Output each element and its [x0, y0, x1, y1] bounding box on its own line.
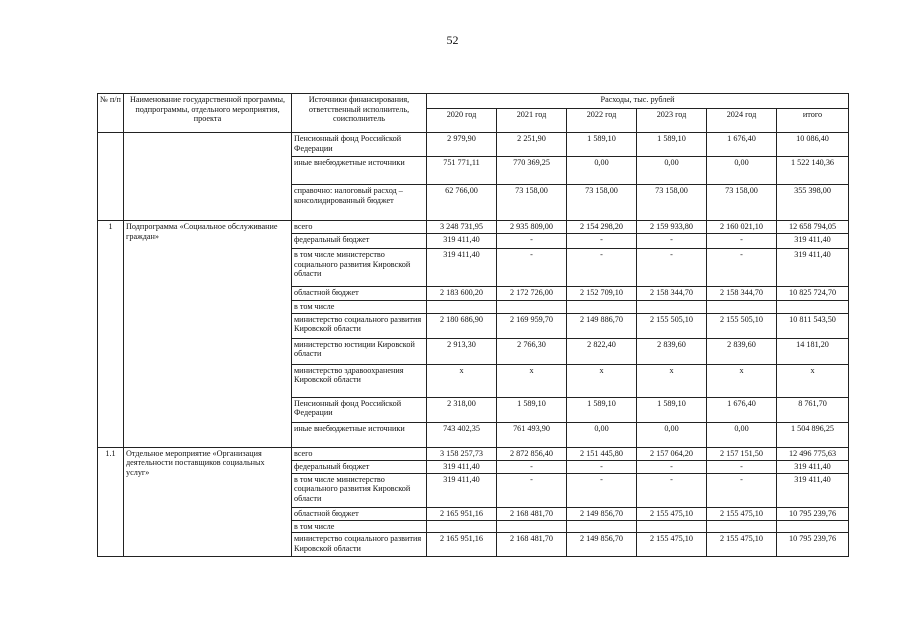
cell-value — [497, 520, 567, 533]
cell-value: 319 411,40 — [777, 460, 849, 473]
cell-value: 10 825 724,70 — [777, 287, 849, 301]
row-num — [98, 133, 124, 221]
budget-table — [97, 93, 849, 557]
cell-value: 2 168 481,70 — [497, 507, 567, 520]
cell-value: 2 149 886,70 — [567, 313, 637, 338]
cell-value: 1 589,10 — [567, 397, 637, 422]
cell-value: 10 086,40 — [777, 133, 849, 157]
header-year: 2024 год — [707, 109, 777, 133]
cell-value: 319 411,40 — [427, 234, 497, 249]
cell-value: 2 766,30 — [497, 338, 567, 364]
row-name: Отдельное мероприятие «Организация деятельности поставщиков социальных услуг» — [124, 447, 292, 557]
cell-value: 2 160 021,10 — [707, 221, 777, 234]
row-source: всего — [292, 221, 427, 234]
cell-value: 2 154 298,20 — [567, 221, 637, 234]
cell-value: 1 522 140,36 — [777, 157, 849, 185]
cell-value: 73 158,00 — [497, 185, 567, 221]
row-num: 1 — [98, 221, 124, 448]
cell-value: 2 155 475,10 — [637, 533, 707, 557]
cell-value: 0,00 — [567, 157, 637, 185]
header-total: итого — [777, 109, 849, 133]
cell-value: 2 165 951,16 — [427, 507, 497, 520]
cell-value: 10 795 239,76 — [777, 533, 849, 557]
cell-value: 1 589,10 — [637, 397, 707, 422]
cell-value: 319 411,40 — [427, 249, 497, 287]
cell-value: 319 411,40 — [777, 473, 849, 507]
cell-value — [707, 520, 777, 533]
cell-value: 73 158,00 — [567, 185, 637, 221]
cell-value: 2 157 151,50 — [707, 447, 777, 460]
cell-value: - — [637, 234, 707, 249]
cell-value: 2 172 726,00 — [497, 287, 567, 301]
row-source: в том числе министерство социального развития Кировской области — [292, 473, 427, 507]
row-source: министерство юстиции Кировской области — [292, 338, 427, 364]
header-name: Наименование государственной программы, подпрограммы, отдельного мероприятия, проекта — [124, 94, 292, 133]
header-year: 2022 год — [567, 109, 637, 133]
cell-value: 2 155 475,10 — [707, 507, 777, 520]
cell-value: - — [707, 234, 777, 249]
table-row — [98, 221, 849, 234]
cell-value: 2 251,90 — [497, 133, 567, 157]
cell-value: 3 248 731,95 — [427, 221, 497, 234]
cell-value: 355 398,00 — [777, 185, 849, 221]
row-source: министерство здравоохранения Кировской области — [292, 364, 427, 397]
cell-value: 0,00 — [637, 422, 707, 447]
header-year: 2023 год — [637, 109, 707, 133]
cell-value: 2 183 600,20 — [427, 287, 497, 301]
cell-value: 2 155 505,10 — [637, 313, 707, 338]
row-num: 1.1 — [98, 447, 124, 557]
cell-value: 2 155 475,10 — [637, 507, 707, 520]
cell-value: 751 771,11 — [427, 157, 497, 185]
cell-value — [427, 520, 497, 533]
cell-value: 10 811 543,50 — [777, 313, 849, 338]
cell-value: 0,00 — [567, 422, 637, 447]
cell-value: x — [497, 364, 567, 397]
cell-value: - — [567, 473, 637, 507]
row-source: министерство социального развития Кировской области — [292, 533, 427, 557]
cell-value: - — [497, 234, 567, 249]
cell-value: 2 155 505,10 — [707, 313, 777, 338]
cell-value: 1 676,40 — [707, 397, 777, 422]
page-number: 52 — [446, 33, 459, 47]
row-source: федеральный бюджет — [292, 234, 427, 249]
table-row — [98, 133, 849, 157]
cell-value: 2 149 856,70 — [567, 533, 637, 557]
cell-value: 319 411,40 — [777, 234, 849, 249]
cell-value: - — [497, 249, 567, 287]
cell-value — [637, 520, 707, 533]
cell-value: 12 658 794,05 — [777, 221, 849, 234]
cell-value: 14 181,20 — [777, 338, 849, 364]
cell-value: 761 493,90 — [497, 422, 567, 447]
cell-value: 12 496 775,63 — [777, 447, 849, 460]
row-source: министерство социального развития Кировской области — [292, 313, 427, 338]
cell-value — [497, 301, 567, 314]
row-source: в том числе — [292, 301, 427, 314]
row-source: в том числе министерство социального развития Кировской области — [292, 249, 427, 287]
cell-value: 1 676,40 — [707, 133, 777, 157]
cell-value: 3 158 257,73 — [427, 447, 497, 460]
cell-value: - — [707, 249, 777, 287]
cell-value: 2 157 064,20 — [637, 447, 707, 460]
cell-value: x — [567, 364, 637, 397]
table-row — [98, 447, 849, 460]
cell-value: 2 935 809,00 — [497, 221, 567, 234]
row-source: в том числе — [292, 520, 427, 533]
row-source: иные внебюджетные источники — [292, 157, 427, 185]
cell-value: 2 822,40 — [567, 338, 637, 364]
row-source: всего — [292, 447, 427, 460]
cell-value: - — [497, 460, 567, 473]
cell-value: 2 165 951,16 — [427, 533, 497, 557]
row-source: федеральный бюджет — [292, 460, 427, 473]
cell-value: 2 318,00 — [427, 397, 497, 422]
row-source: Пенсионный фонд Российской Федерации — [292, 397, 427, 422]
cell-value: - — [637, 249, 707, 287]
cell-value: 1 589,10 — [567, 133, 637, 157]
cell-value: 2 152 709,10 — [567, 287, 637, 301]
cell-value: 2 180 686,90 — [427, 313, 497, 338]
cell-value: - — [567, 234, 637, 249]
cell-value: 0,00 — [707, 157, 777, 185]
cell-value: 2 158 344,70 — [707, 287, 777, 301]
cell-value: 319 411,40 — [777, 249, 849, 287]
cell-value: 10 795 239,76 — [777, 507, 849, 520]
cell-value: - — [497, 473, 567, 507]
cell-value: 1 589,10 — [637, 133, 707, 157]
cell-value: 743 402,35 — [427, 422, 497, 447]
header-year: 2020 год — [427, 109, 497, 133]
cell-value: - — [707, 460, 777, 473]
cell-value — [567, 520, 637, 533]
cell-value: 62 766,00 — [427, 185, 497, 221]
header-expenses: Расходы, тыс. рублей — [427, 94, 849, 109]
row-source: Пенсионный фонд Российской Федерации — [292, 133, 427, 157]
cell-value: 2 158 344,70 — [637, 287, 707, 301]
cell-value — [777, 301, 849, 314]
cell-value: 2 872 856,40 — [497, 447, 567, 460]
cell-value: x — [427, 364, 497, 397]
cell-value: 8 761,70 — [777, 397, 849, 422]
cell-value: 2 151 445,80 — [567, 447, 637, 460]
cell-value: 2 149 856,70 — [567, 507, 637, 520]
cell-value: 2 169 959,70 — [497, 313, 567, 338]
cell-value — [637, 301, 707, 314]
cell-value: 2 155 475,10 — [707, 533, 777, 557]
cell-value: 319 411,40 — [427, 473, 497, 507]
cell-value — [427, 301, 497, 314]
cell-value: 0,00 — [637, 157, 707, 185]
cell-value: 0,00 — [707, 422, 777, 447]
cell-value: x — [637, 364, 707, 397]
header-year: 2021 год — [497, 109, 567, 133]
cell-value: 73 158,00 — [707, 185, 777, 221]
cell-value: 2 913,30 — [427, 338, 497, 364]
cell-value: 2 168 481,70 — [497, 533, 567, 557]
header-num: № п/п — [98, 94, 124, 133]
cell-value: - — [637, 473, 707, 507]
row-source: областной бюджет — [292, 287, 427, 301]
cell-value: 2 839,60 — [637, 338, 707, 364]
cell-value: - — [637, 460, 707, 473]
cell-value — [567, 301, 637, 314]
row-source: иные внебюджетные источники — [292, 422, 427, 447]
cell-value: 319 411,40 — [427, 460, 497, 473]
cell-value: x — [707, 364, 777, 397]
cell-value: 2 839,60 — [707, 338, 777, 364]
cell-value: - — [567, 249, 637, 287]
cell-value: 1 504 896,25 — [777, 422, 849, 447]
cell-value: 2 979,90 — [427, 133, 497, 157]
cell-value: x — [777, 364, 849, 397]
cell-value: - — [567, 460, 637, 473]
cell-value — [707, 301, 777, 314]
header-source: Источники финансирования, ответственный исполнитель, соисполнитель — [292, 94, 427, 133]
cell-value: 1 589,10 — [497, 397, 567, 422]
cell-value: 73 158,00 — [637, 185, 707, 221]
cell-value: 770 369,25 — [497, 157, 567, 185]
row-source: областной бюджет — [292, 507, 427, 520]
row-source: справочно: налоговый расход – консолидированный бюджет — [292, 185, 427, 221]
cell-value: - — [707, 473, 777, 507]
row-name: Подпрограмма «Социальное обслуживание граждан» — [124, 221, 292, 448]
cell-value — [777, 520, 849, 533]
cell-value: 2 159 933,80 — [637, 221, 707, 234]
row-name — [124, 133, 292, 221]
